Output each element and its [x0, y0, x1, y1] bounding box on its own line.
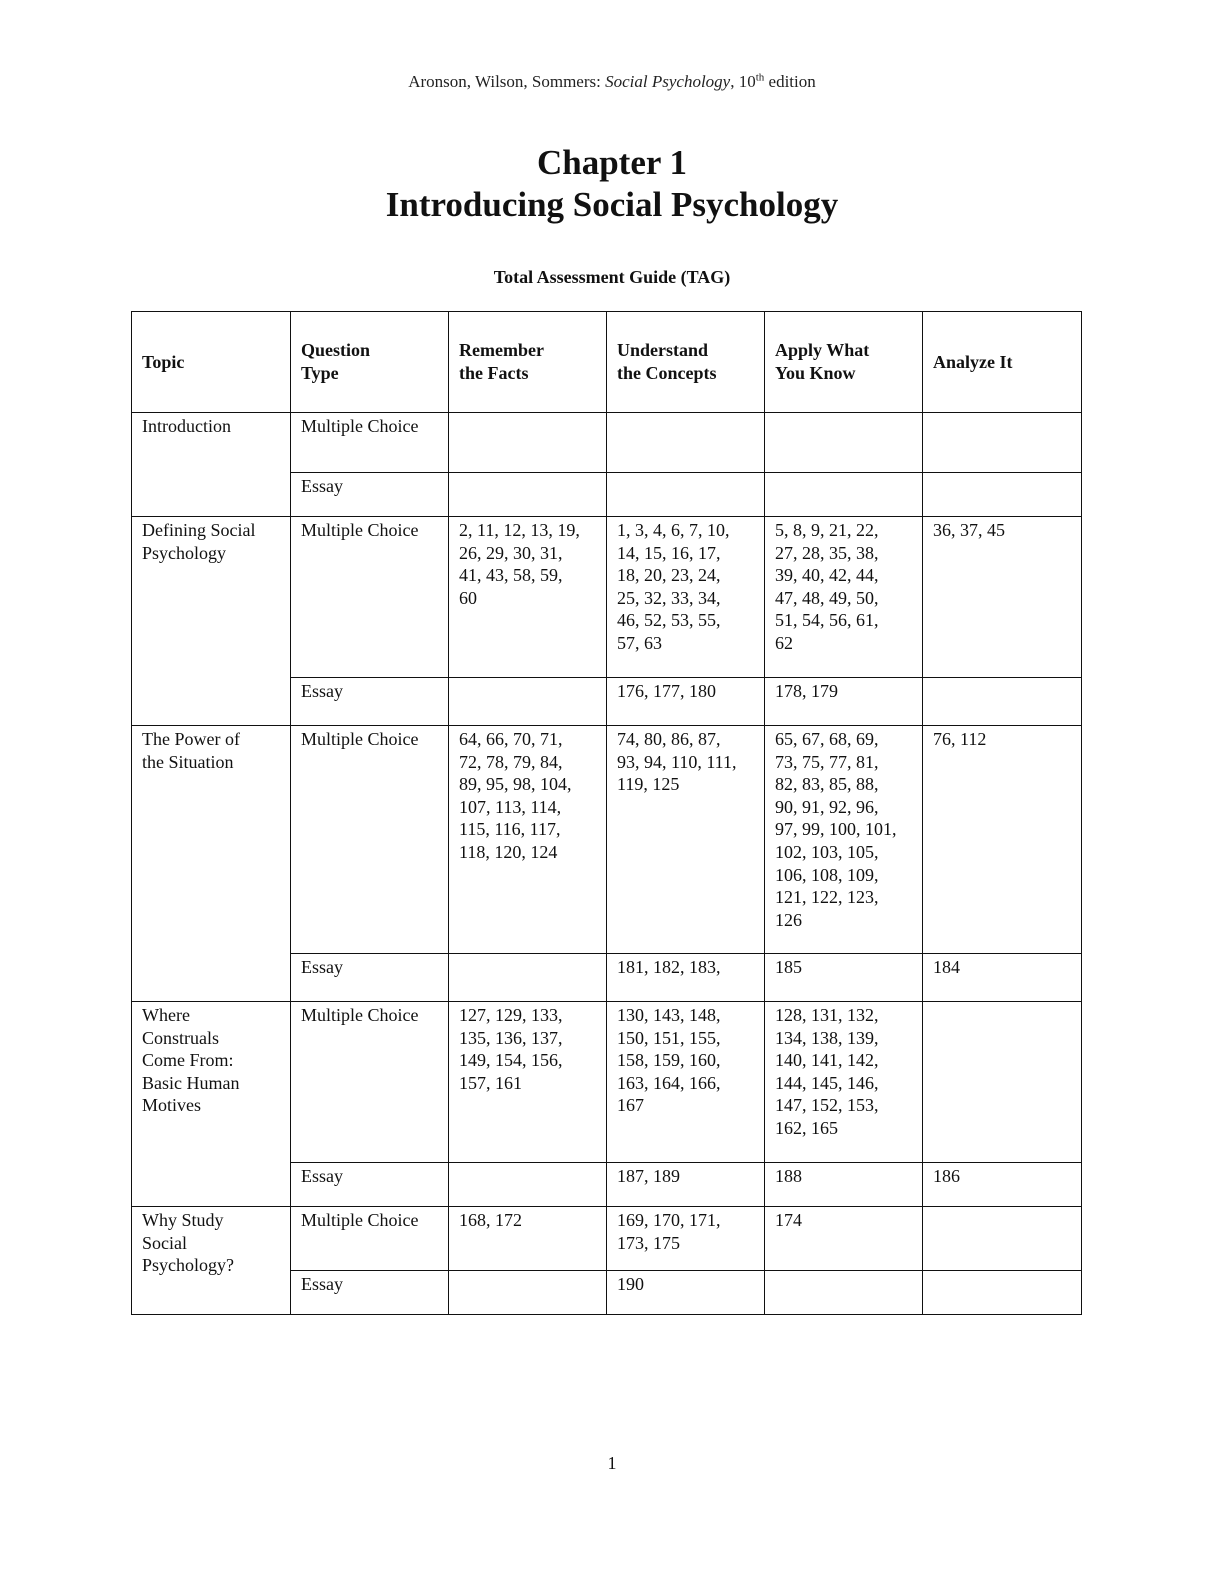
cell-line: 135, 136, 137, [459, 1027, 563, 1048]
cell-line: 184 [933, 957, 960, 977]
cell-line: 173, 175 [617, 1232, 680, 1253]
item-numbers-cell [923, 1271, 1082, 1315]
running-header [0, 72, 1224, 92]
cell-line: 60 [459, 587, 477, 608]
question-type-cell: Multiple Choice [291, 1207, 449, 1271]
item-numbers-cell [765, 1207, 923, 1271]
cell-line: 134, 138, 139, [775, 1027, 879, 1048]
topic-cell [132, 726, 291, 1002]
cell-line: Motives [142, 1095, 202, 1116]
topic-cell [132, 517, 291, 726]
guide-title: Total Assessment Guide (TAG) [493, 267, 731, 287]
item-numbers-cell [449, 954, 607, 1002]
cell-line: 51, 54, 56, 61, [775, 610, 879, 631]
cell-line: Why Study [142, 1210, 224, 1230]
table-row [132, 1002, 1082, 1163]
cell-line: 127, 129, 133, [459, 1005, 563, 1025]
cell-line: Apply What [775, 340, 870, 361]
cell-line: 190 [617, 1274, 644, 1294]
item-numbers-cell [607, 1271, 765, 1315]
item-numbers-cell [449, 726, 607, 954]
item-numbers-cell [765, 517, 923, 678]
cell-line: You Know [775, 363, 856, 383]
cell-line: Understand [617, 340, 709, 361]
cell-line: 82, 83, 85, 88, [775, 774, 879, 795]
cell-line: 150, 151, 155, [617, 1027, 721, 1048]
question-type-cell: Multiple Choice [291, 517, 449, 678]
topic-cell [132, 413, 291, 517]
cell-line: 185 [775, 957, 802, 977]
cell-line: 47, 48, 49, 50, [775, 587, 879, 608]
cell-line: 57, 63 [617, 632, 662, 653]
assessment-table [131, 311, 1082, 1315]
question-type-cell: Multiple Choice [291, 726, 449, 954]
item-numbers-cell [449, 1271, 607, 1315]
item-numbers-cell [765, 1271, 923, 1315]
item-numbers-cell [923, 678, 1082, 726]
cell-line: the Facts [459, 363, 529, 383]
table-row [132, 413, 1082, 473]
cell-line: 89, 95, 98, 104, [459, 774, 572, 795]
cell-line: 74, 80, 86, 87, [617, 729, 721, 749]
item-numbers-cell [607, 1163, 765, 1207]
cell-line: Where [142, 1005, 190, 1025]
table-header [132, 312, 1082, 413]
cell-line: 76, 112 [933, 729, 987, 749]
cell-line: Analyze It [933, 351, 1013, 372]
cell-line: 174 [775, 1210, 802, 1230]
question-type-cell: Multiple Choice [291, 413, 449, 473]
cell-line: 62 [775, 632, 793, 653]
item-numbers-cell [923, 954, 1082, 1002]
question-type-cell: Essay [291, 473, 449, 517]
cell-line: 130, 143, 148, [617, 1005, 721, 1025]
column-header [132, 312, 291, 413]
item-numbers-cell [923, 1207, 1082, 1271]
cell-line: 97, 99, 100, 101, [775, 819, 897, 840]
item-numbers-cell [765, 726, 923, 954]
column-header [449, 312, 607, 413]
cell-line: 106, 108, 109, [775, 864, 879, 885]
question-type-cell: Essay [291, 1271, 449, 1315]
item-numbers-cell [449, 1207, 607, 1271]
cell-line: Introduction [142, 416, 231, 436]
cell-line: 169, 170, 171, [617, 1210, 721, 1230]
item-numbers-cell [765, 413, 923, 473]
cell-line: Psychology? [142, 1255, 234, 1276]
cell-line: 121, 122, 123, [775, 887, 879, 908]
cell-line: 2, 11, 12, 13, 19, [459, 520, 580, 540]
column-header [291, 312, 449, 413]
cell-line: 25, 32, 33, 34, [617, 587, 721, 608]
cell-line: 158, 159, 160, [617, 1050, 721, 1071]
cell-line: 65, 67, 68, 69, [775, 729, 879, 749]
item-numbers-cell [923, 1002, 1082, 1163]
cell-line: 176, 177, 180 [617, 681, 716, 701]
cell-line: the Situation [142, 751, 234, 772]
cell-line: 93, 94, 110, 111, [617, 751, 737, 772]
header-edition-sup: th [755, 71, 765, 84]
column-header [607, 312, 765, 413]
chapter-heading [0, 142, 1224, 226]
cell-line: 41, 43, 58, 59, [459, 565, 563, 586]
cell-line: 36, 37, 45 [933, 520, 1005, 540]
cell-line: 147, 152, 153, [775, 1095, 879, 1116]
cell-line: 149, 154, 156, [459, 1050, 563, 1071]
cell-line: Question [301, 340, 371, 361]
item-numbers-cell [449, 413, 607, 473]
item-numbers-cell [923, 726, 1082, 954]
item-numbers-cell [607, 954, 765, 1002]
cell-line: 18, 20, 23, 24, [617, 565, 721, 586]
item-numbers-cell [923, 473, 1082, 517]
item-numbers-cell [765, 1002, 923, 1163]
item-numbers-cell [607, 473, 765, 517]
cell-line: Psychology [142, 542, 227, 563]
cell-line: 27, 28, 35, 38, [775, 542, 879, 563]
header-edition-prefix: , 10 [730, 72, 756, 91]
item-numbers-cell [607, 1207, 765, 1271]
cell-line: 118, 120, 124 [459, 841, 558, 862]
item-numbers-cell [449, 517, 607, 678]
cell-line: 163, 164, 166, [617, 1072, 721, 1093]
cell-line: Topic [142, 351, 185, 372]
column-header [923, 312, 1082, 413]
cell-line: the Concepts [617, 363, 717, 383]
cell-line: 178, 179 [775, 681, 838, 701]
item-numbers-cell [923, 413, 1082, 473]
question-type-cell: Multiple Choice [291, 1002, 449, 1163]
item-numbers-cell [449, 1163, 607, 1207]
item-numbers-cell [449, 473, 607, 517]
cell-line: 14, 15, 16, 17, [617, 542, 721, 563]
cell-line: 126 [775, 909, 802, 930]
cell-line: 115, 116, 117, [459, 819, 561, 840]
header-authors: Aronson, Wilson, Sommers: [408, 72, 606, 91]
item-numbers-cell [449, 678, 607, 726]
cell-line: 187, 189 [617, 1166, 680, 1186]
item-numbers-cell [923, 1163, 1082, 1207]
item-numbers-cell [607, 413, 765, 473]
cell-line: Basic Human [142, 1072, 240, 1093]
cell-line: 107, 113, 114, [459, 796, 562, 817]
cell-line: Remember [459, 340, 544, 361]
cell-line: 128, 131, 132, [775, 1005, 879, 1025]
cell-line: 46, 52, 53, 55, [617, 610, 721, 631]
cell-line: 140, 141, 142, [775, 1050, 879, 1071]
question-type-cell: Essay [291, 954, 449, 1002]
table-body [132, 413, 1082, 1315]
item-numbers-cell [607, 517, 765, 678]
cell-line: Come From: [142, 1050, 234, 1071]
cell-line: 168, 172 [459, 1210, 522, 1230]
cell-line: 102, 103, 105, [775, 841, 879, 862]
cell-line: 188 [775, 1166, 802, 1186]
item-numbers-cell [607, 1002, 765, 1163]
header-book-title: Social Psychology [605, 72, 731, 91]
table-row [132, 517, 1082, 678]
cell-line: Defining Social [142, 520, 256, 540]
cell-line: 157, 161 [459, 1072, 522, 1093]
question-type-cell: Essay [291, 1163, 449, 1207]
cell-line: 167 [617, 1095, 644, 1116]
item-numbers-cell [765, 678, 923, 726]
item-numbers-cell [607, 678, 765, 726]
chapter-number: Chapter 1 [536, 143, 688, 182]
question-type-cell: Essay [291, 678, 449, 726]
cell-line: 90, 91, 92, 96, [775, 796, 879, 817]
cell-line: 186 [933, 1166, 960, 1186]
cell-line: 144, 145, 146, [775, 1072, 879, 1093]
cell-line: 119, 125 [617, 774, 680, 795]
table-row [132, 1207, 1082, 1271]
cell-line: Construals [142, 1027, 220, 1048]
cell-line: 162, 165 [775, 1117, 838, 1138]
cell-line: 181, 182, 183, [617, 957, 721, 977]
cell-line: 5, 8, 9, 21, 22, [775, 520, 879, 540]
cell-line: 73, 75, 77, 81, [775, 751, 879, 772]
table-row [132, 726, 1082, 954]
cell-line: 1, 3, 4, 6, 7, 10, [617, 520, 730, 540]
item-numbers-cell [765, 1163, 923, 1207]
cell-line: 39, 40, 42, 44, [775, 565, 879, 586]
topic-cell [132, 1207, 291, 1315]
item-numbers-cell [765, 473, 923, 517]
column-header [765, 312, 923, 413]
header-row [132, 312, 1082, 413]
chapter-title: Introducing Social Psychology [385, 185, 839, 224]
cell-line: 72, 78, 79, 84, [459, 751, 563, 772]
topic-cell [132, 1002, 291, 1207]
header-edition-suffix: edition [764, 72, 816, 91]
cell-line: 26, 29, 30, 31, [459, 542, 563, 563]
item-numbers-cell [765, 954, 923, 1002]
cell-line: The Power of [142, 729, 240, 749]
item-numbers-cell [449, 1002, 607, 1163]
item-numbers-cell [607, 726, 765, 954]
cell-line: Type [301, 363, 339, 383]
page-number: 1 [607, 1453, 617, 1473]
cell-line: Social [142, 1232, 187, 1253]
item-numbers-cell [923, 517, 1082, 678]
cell-line: 64, 66, 70, 71, [459, 729, 563, 749]
